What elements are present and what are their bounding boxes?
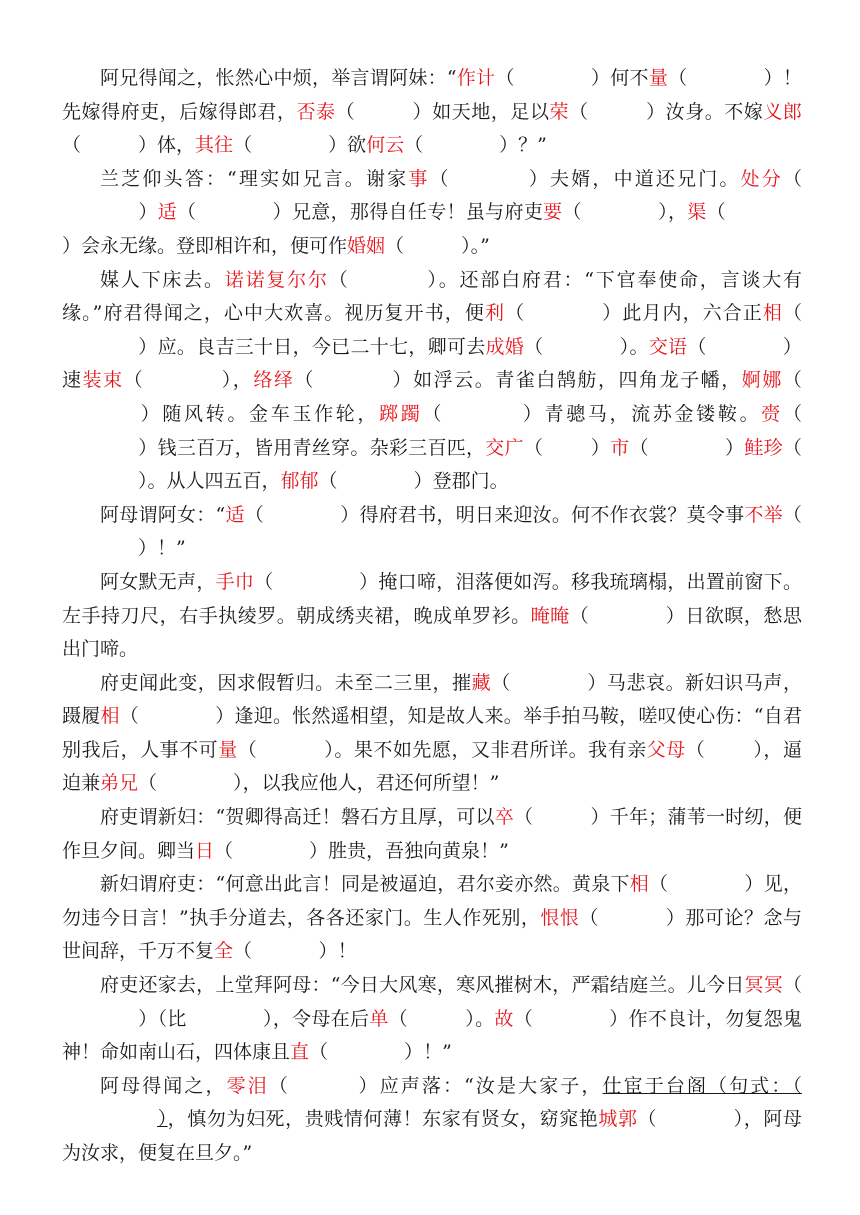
- answer-blank[interactable]: （ ）: [523, 436, 611, 459]
- answer-blank[interactable]: （ ）: [233, 940, 338, 963]
- text-run: 阿女默无声，: [100, 570, 216, 593]
- highlighted-term: 成婚: [485, 335, 525, 358]
- highlighted-term: 要: [543, 201, 563, 224]
- answer-blank[interactable]: ）: [262, 1007, 273, 1030]
- paragraph: [62, 264, 802, 499]
- text-run: ，令母在后: [272, 1007, 370, 1030]
- answer-blank[interactable]: （）: [138, 167, 802, 224]
- text-run: 此月内，六合正: [622, 302, 763, 325]
- text-run: ，逼迫兼: [62, 738, 802, 795]
- answer-blank[interactable]: （ ）: [668, 67, 783, 89]
- highlighted-term: 否泰: [296, 100, 336, 123]
- highlighted-term: 藏: [471, 671, 492, 694]
- answer-blank[interactable]: （ ）: [119, 705, 235, 728]
- highlighted-term: 处分: [740, 167, 783, 190]
- document-body: [62, 62, 802, 1171]
- answer-blank[interactable]: （ ）: [629, 436, 745, 459]
- highlighted-term: 量: [648, 67, 669, 89]
- text-run: 。果不如先愿，又非君所详。我有亲: [334, 738, 647, 761]
- text-run: 马悲哀。新妇识马声，蹑履: [62, 671, 802, 728]
- highlighted-term: 单: [369, 1007, 389, 1030]
- answer-blank[interactable]: （）: [138, 974, 802, 1030]
- answer-blank[interactable]: （ ）: [268, 1074, 380, 1097]
- answer-blank[interactable]: （ ）: [429, 167, 551, 190]
- text-run: ？”: [518, 134, 547, 157]
- text-run: 媒人下床去。: [100, 268, 225, 291]
- highlighted-term: 络绎: [253, 369, 295, 392]
- text-run: 。从人四五百，: [147, 470, 281, 493]
- answer-blank[interactable]: （ ）: [524, 335, 630, 358]
- highlighted-term: 踯躅: [379, 402, 423, 425]
- highlighted-term: 城郭: [598, 1108, 638, 1131]
- paragraph: [62, 62, 802, 163]
- answer-blank[interactable]: （ ）: [62, 134, 158, 157]
- text-run: 夫婿，中道还兄门。: [550, 167, 741, 190]
- paragraph: [62, 969, 802, 1070]
- answer-blank[interactable]: （ ）: [237, 738, 335, 761]
- highlighted-term: 相: [100, 705, 120, 728]
- answer-blank[interactable]: （ ）: [309, 1041, 424, 1064]
- answer-blank[interactable]: （ ）: [233, 134, 348, 157]
- highlighted-term: 何云: [366, 134, 405, 157]
- text-run: 胜贵，吾独向黄泉！”: [328, 839, 509, 862]
- text-run: 何不: [610, 67, 649, 89]
- text-run: 。”: [470, 234, 490, 257]
- paragraph: [62, 667, 802, 801]
- answer-blank[interactable]: （ ）: [637, 1108, 744, 1131]
- answer-blank[interactable]: （ ）: [513, 1007, 629, 1030]
- highlighted-term: 量: [218, 738, 238, 761]
- highlighted-term: 交语: [648, 335, 688, 358]
- text-run: 府吏闻此变，因求假暂归。未至二三里，摧: [100, 671, 472, 694]
- paragraph: [62, 801, 802, 868]
- highlighted-term: 零泪: [226, 1074, 269, 1097]
- text-run: 青骢马，流苏金镂鞍。: [544, 402, 762, 425]
- text-run: 。: [475, 1007, 495, 1030]
- highlighted-term: 冥冥: [744, 974, 783, 997]
- highlighted-term: 故: [494, 1007, 514, 1030]
- text-run: 作不良计，勿复怨鬼神！命如南山石，四体康且: [62, 1007, 802, 1064]
- highlighted-term: 恨恨: [540, 906, 580, 929]
- text-run: 钱三百万，皆用青丝穿。杂彩三百匹，: [157, 436, 486, 459]
- highlighted-term: 不举: [744, 503, 783, 526]
- answer-blank[interactable]: （ ）: [335, 100, 433, 123]
- answer-blank[interactable]: （ ）: [385, 234, 471, 257]
- text-run: 应。良吉三十日，今已二十七，卿可去: [157, 335, 486, 358]
- answer-blank[interactable]: （ ）: [294, 369, 414, 392]
- text-run: 如天地，足以: [432, 100, 550, 123]
- answer-blank[interactable]: （ ）: [318, 470, 433, 493]
- highlighted-term: 装束: [82, 369, 124, 392]
- answer-blank[interactable]: （）: [157, 1074, 802, 1131]
- answer-blank[interactable]: （）: [138, 302, 802, 358]
- answer-blank[interactable]: （ ）: [123, 369, 233, 392]
- answer-blank[interactable]: （ ）: [214, 839, 329, 862]
- text-run: 千年；蒲苇一时纫，便作旦夕间。卿当: [62, 806, 802, 862]
- text-run: 应声落：“汝是大家子，: [379, 1074, 603, 1097]
- answer-blank[interactable]: （ ）: [687, 335, 802, 358]
- highlighted-term: 婀娜: [741, 369, 783, 392]
- text-run: 会永无缘。登即相许和，便可作: [81, 234, 348, 257]
- underlined-text: 仕宦于台阁（句式：: [602, 1074, 793, 1097]
- highlighted-term: 赍: [761, 402, 783, 425]
- answer-blank[interactable]: （）: [62, 201, 726, 257]
- text-run: 。: [629, 335, 649, 358]
- text-run: （比: [157, 1007, 187, 1030]
- paragraph: [62, 163, 802, 264]
- answer-blank[interactable]: （ ）: [491, 671, 607, 694]
- text-run: 新妇谓府吏：“何意出此言！同是被逼迫，君尔妾亦然。黄泉下: [100, 873, 630, 896]
- answer-blank[interactable]: （）: [138, 369, 802, 425]
- answer-blank[interactable]: （ ）: [569, 604, 686, 627]
- highlighted-term: 利: [484, 302, 506, 325]
- answer-blank[interactable]: （ ）: [514, 806, 610, 829]
- text-run: 登郡门。: [432, 470, 509, 493]
- paragraph: [62, 1070, 802, 1171]
- paragraph: [62, 868, 802, 969]
- text-run: 随风转。金车玉作轮，: [162, 402, 380, 425]
- answer-blank[interactable]: （ ）: [505, 302, 623, 325]
- text-run: ！: [337, 940, 357, 963]
- answer-blank[interactable]: （ ）: [685, 738, 764, 761]
- text-run: ，以我应他人，君还何所望！”: [242, 772, 500, 795]
- text-run: 阿母谓阿女：“: [100, 503, 226, 526]
- highlighted-term: 诺诺复尔尔: [224, 268, 329, 291]
- highlighted-term: 日: [195, 839, 215, 862]
- highlighted-term: 渠: [687, 201, 707, 224]
- answer-blank[interactable]: （ ）: [244, 503, 360, 526]
- text-run: 兰芝仰头答：“理实如兄言。谢家: [100, 167, 409, 190]
- text-run: ，: [232, 369, 254, 392]
- highlighted-term: 全: [214, 940, 234, 963]
- paragraph: [62, 499, 802, 566]
- text-run: ！”: [423, 1041, 452, 1064]
- highlighted-term: 婚姻: [347, 234, 386, 257]
- answer-blank[interactable]: （ ）: [579, 906, 686, 929]
- highlighted-term: 父母: [646, 738, 686, 761]
- text-run: ！”: [157, 537, 186, 560]
- highlighted-term: 晻晻: [530, 604, 570, 627]
- highlighted-term: 郁郁: [280, 470, 319, 493]
- highlighted-term: 荣: [549, 100, 570, 123]
- text-run: 得府君书，明日来迎汝。何不作衣裳？莫令事: [359, 503, 745, 526]
- text-run: ！先嫁得府吏，后嫁得郎君，: [62, 67, 802, 123]
- text-run: 如浮云。青雀白鹄舫，四角龙子幡，: [413, 369, 742, 392]
- text-run: 。还部白府君：“下官奉使命，言谈大有缘。”府君得闻之，心中大欢喜。视历复开书，便: [62, 268, 802, 325]
- highlighted-term: 交广: [485, 436, 524, 459]
- highlighted-term: 直: [290, 1041, 310, 1064]
- text-run: 阿兄得闻之，怅然心中烦，举言谓阿妹：“: [100, 67, 457, 89]
- text-run: 见，勿违今日言！”执手分道去，各各还家门。生人作死别，: [62, 873, 802, 929]
- answer-blank[interactable]: （）: [138, 436, 802, 493]
- highlighted-term: 作计: [456, 67, 496, 89]
- text-run: 那可论？念与世间辞，千万不复: [62, 906, 802, 963]
- answer-blank[interactable]: （ ）: [138, 772, 243, 795]
- highlighted-term: 义郎: [763, 100, 802, 123]
- text-run: 兄意，那得自任专！虽与府吏: [291, 201, 544, 224]
- highlighted-term: 弟兄: [100, 772, 139, 795]
- answer-blank[interactable]: （ ）: [569, 100, 666, 123]
- text-run: 汝身。不嫁: [665, 100, 764, 123]
- text-run: ，慎勿为妇死，贵贱情何薄！东家有贤女，窈窕艳: [167, 1108, 599, 1131]
- paragraph: [62, 566, 802, 667]
- text-run: 速: [62, 369, 83, 392]
- answer-blank[interactable]: （ ）: [254, 570, 379, 593]
- text-run: 府吏还家去，上堂拜阿母：“今日大风寒，寒风摧树木，严霜结庭兰。儿今日: [100, 974, 745, 997]
- answer-blank[interactable]: （ ）: [404, 134, 519, 157]
- text-run: 欲: [347, 134, 367, 157]
- highlighted-term: 其往: [195, 134, 234, 157]
- highlighted-term: 市: [610, 436, 630, 459]
- answer-blank[interactable]: （ ）: [422, 402, 545, 425]
- text-run: 阿母得闻之，: [100, 1074, 227, 1097]
- text-run: ，阿母为汝求，便复在旦夕。”: [62, 1108, 802, 1164]
- highlighted-term: 适: [225, 503, 245, 526]
- highlighted-term: 事: [408, 167, 430, 190]
- answer-blank[interactable]: （ ）: [388, 1007, 476, 1030]
- text-run: 逢迎。怅然遥相望，知是故人来。举手拍马鞍，嗟叹使心伤：“自君别我后，人事不可: [62, 705, 802, 761]
- answer-blank[interactable]: （ ）: [648, 873, 764, 896]
- text-run: 掩口啼，泪落便如泻。移我琉璃榻，出置前窗下。左手持刀尺，右手执绫罗。朝成绣夹裙，晚成单罗衫。: [62, 570, 802, 627]
- highlighted-term: 相: [762, 302, 783, 325]
- highlighted-term: 相: [629, 873, 649, 896]
- answer-blank[interactable]: （ ）: [562, 201, 668, 224]
- text-run: 日欲暝，愁思出门啼。: [62, 604, 802, 661]
- text-run: 府吏谓新妇：“贺卿得高迁！磐石方且厚，可以: [100, 806, 495, 829]
- highlighted-term: 适: [157, 201, 177, 224]
- answer-blank[interactable]: （）: [138, 503, 802, 560]
- highlighted-term: 卒: [494, 806, 515, 829]
- highlighted-term: 鲑珍: [744, 436, 783, 459]
- answer-blank[interactable]: （）: [138, 402, 802, 459]
- answer-blank[interactable]: （ ）: [328, 268, 439, 291]
- answer-blank[interactable]: （ ）: [176, 201, 292, 224]
- answer-blank[interactable]: （ ）: [495, 67, 611, 89]
- text-run: 体，: [157, 134, 196, 157]
- text-run: ，: [667, 201, 688, 224]
- highlighted-term: 手巾: [215, 570, 255, 593]
